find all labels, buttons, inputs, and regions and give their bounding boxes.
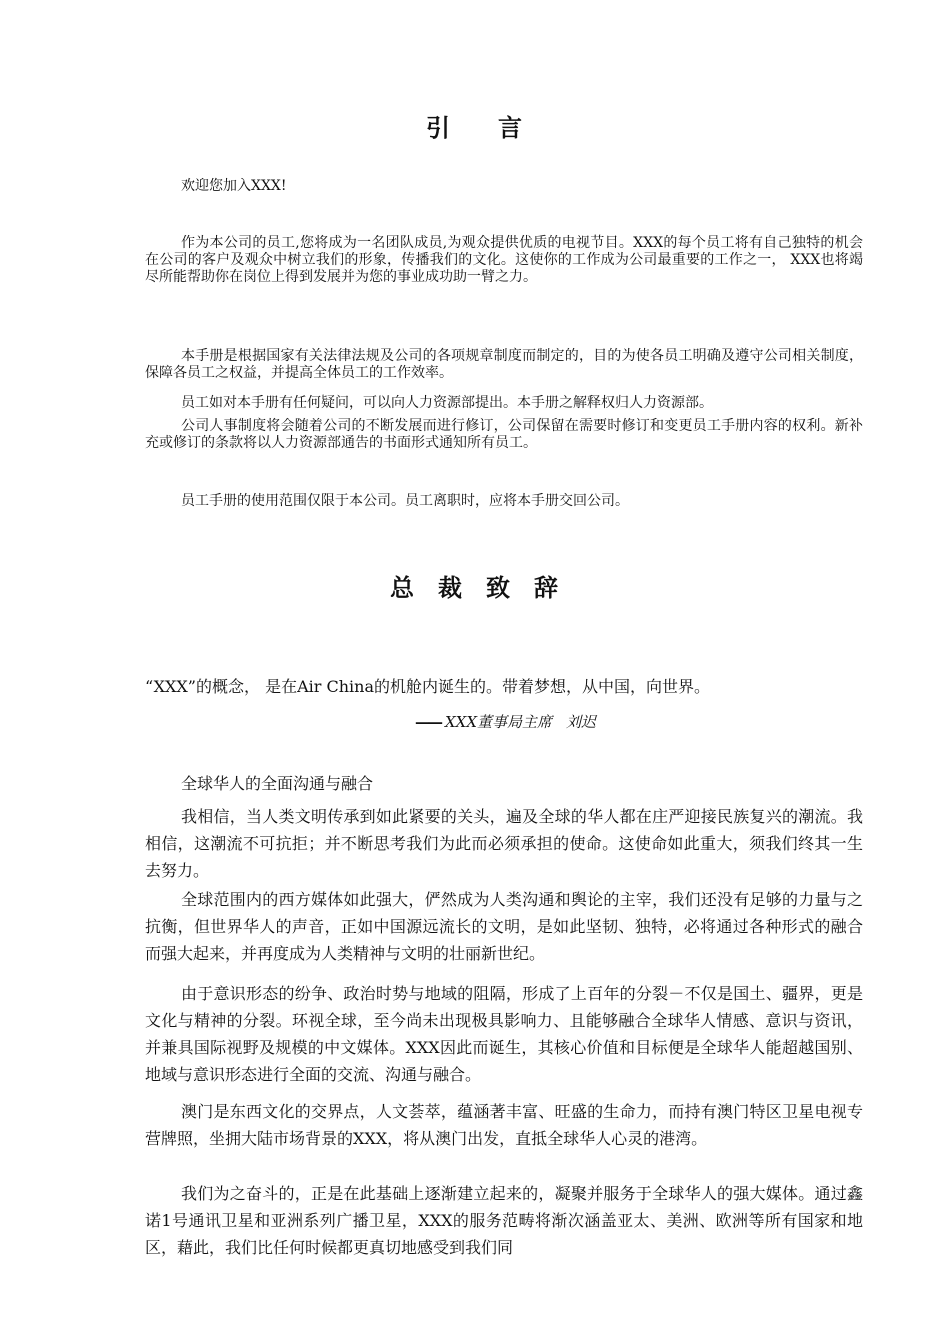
intro-title-char: 引 (426, 113, 452, 142)
motto-quote: “XXX”的概念， 是在Air China的机舱内诞生的。带着梦想，从中国，向世界。 (145, 677, 710, 696)
speech-title (0, 568, 950, 603)
speech-paragraph-1: 我相信，当人类文明传承到如此紧要的关头，遍及全球的华人都在庄严迎接民族复兴的潮流。我相信，这潮流不可抗拒；并不断思考我们为此而必须承担的使命。这使命如此重大，须我们终其一生去努力。 (145, 807, 863, 880)
speech-title-char: 致 (486, 573, 512, 602)
speech-title-char: 辞 (534, 573, 560, 602)
quote-attribution (415, 711, 596, 732)
speech-paragraph-5: 我们为之奋斗的，正是在此基础上逐渐建立起来的，凝聚并服务于全球华人的强大媒体。通过鑫诺1号通讯卫星和亚洲系列广播卫星，XXX的服务范畴将渐次涵盖亚太、美洲、欧洲等所有国家和地区，藉此，我们比任何时候都更真切地感受到我们同 (145, 1184, 863, 1257)
attribution-role: XXX董事局主席 (445, 713, 553, 731)
attribution-dash: —— (415, 713, 441, 731)
attribution-name: 刘迟 (566, 713, 597, 731)
intro-paragraph-4: 公司人事制度将会随着公司的不断发展而进行修订，公司保留在需要时修订和变更员工手册内容的权利。新补充或修订的条款将以人力资源部通告的书面形式通知所有员工。 (145, 418, 863, 451)
speech-title-char: 裁 (438, 573, 464, 602)
speech-paragraph-4: 澳门是东西文化的交界点，人文荟萃，蕴涵著丰富、旺盛的生命力，而持有澳门特区卫星电视专营牌照，坐拥大陆市场背景的XXX，将从澳门出发，直抵全球华人心灵的港湾。 (145, 1102, 863, 1148)
intro-paragraph-1: 作为本公司的员工,您将成为一名团队成员,为观众提供优质的电视节目。XXX的每个员工将有自己独特的机会在公司的客户及观众中树立我们的形象，传播我们的文化。这使你的工作成为公司最重要的工作之一， XXX也将竭尽所能帮助你在岗位上得到发展并为您的事业成功助一臂之力。 (145, 235, 863, 285)
speech-title-char: 总 (390, 573, 416, 602)
speech-paragraph-3: 由于意识形态的纷争、政治时势与地域的阻隔，形成了上百年的分裂－不仅是国土、疆界，更是文化与精神的分裂。环视全球，至今尚未出现极具影响力、且能够融合全球华人情感、意识与资讯，并兼具国际视野及规模的中文媒体。XXX因此而诞生，其核心价值和目标便是全球华人能超越国别、地域与意识形态进行全面的交流、沟通与融合。 (145, 984, 863, 1084)
welcome-line: 欢迎您加入XXX! (181, 178, 287, 194)
intro-paragraph-2: 本手册是根据国家有关法律法规及公司的各项规章制度而制定的，目的为使各员工明确及遵守公司相关制度，保障各员工之权益，并提高全体员工的工作效率。 (145, 348, 863, 381)
intro-title (0, 108, 950, 143)
intro-paragraph-5: 员工手册的使用范围仅限于本公司。员工离职时，应将本手册交回公司。 (181, 493, 629, 509)
intro-paragraph-3: 员工如对本手册有任何疑问，可以向人力资源部提出。本手册之解释权归人力资源部。 (181, 395, 713, 411)
intro-title-char: 言 (498, 113, 524, 142)
speech-heading: 全球华人的全面沟通与融合 (181, 774, 374, 793)
speech-paragraph-2: 全球范围内的西方媒体如此强大，俨然成为人类沟通和舆论的主宰，我们还没有足够的力量与之抗衡，但世界华人的声音，正如中国源远流长的文明，是如此坚韧、独特，必将通过各种形式的融合而强大起来，并再度成为人类精神与文明的壮丽新世纪。 (145, 890, 863, 963)
